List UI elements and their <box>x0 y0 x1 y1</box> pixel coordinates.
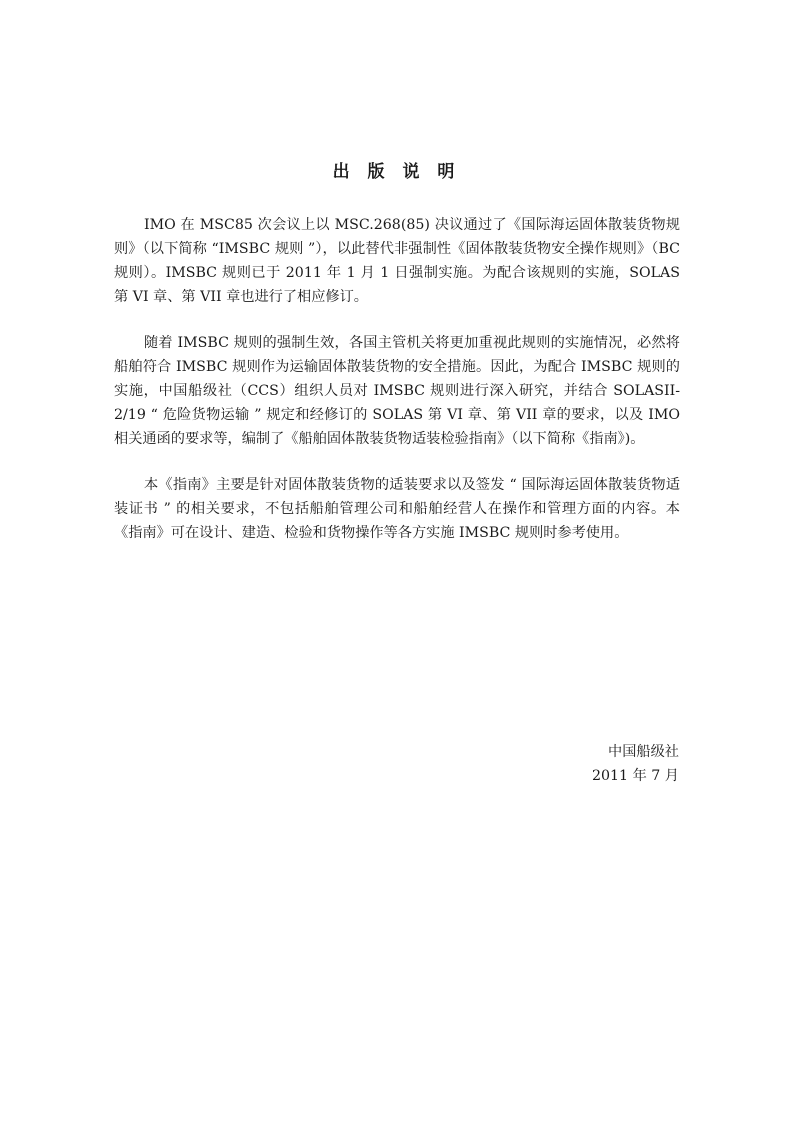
paragraph-1: IMO 在 MSC85 次会议上以 MSC.268(85) 决议通过了《国际海运固体散装货物规则》（以下简称 “IMSBC 规则 ”），以此替代非强制性《固体散装货物安全操作规则》（BC 规则）。IMSBC 规则已于 2011 年 1 月 1 日强制实施。为配合该规则的实施，SOLAS 第 VI 章、第 VII 章也进行了相应修订。 <box>114 217 680 305</box>
paragraph-2: 随着 IMSBC 规则的强制生效，各国主管机关将更加重视此规则的实施情况，必然将船舶符合 IMSBC 规则作为运输固体散装货物的安全措施。因此，为配合 IMSBC 规则的实施，中国船级社（CCS）组织人员对 IMSBC 规则进行深入研究，并结合 SOLASII-2/19 “ 危险货物运输 ” 规定和经修订的 SOLAS 第 VI 章、第 VII 章的要求，以及 IMO 相关通函的要求等，编制了《船舶固体散装货物适装检验指南》（以下简称《指南》)。 <box>114 335 680 447</box>
body-text <box>114 213 680 567</box>
paragraph-3: 本《指南》主要是针对固体散装货物的适装要求以及签发 “ 国际海运固体散装货物适装证书 ” 的相关要求，不包括船舶管理公司和船舶经营人在操作和管理方面的内容。本《指南》可在设计、建造、检验和货物操作等各方实施 IMSBC 规则时参考使用。 <box>114 477 680 541</box>
signature-block <box>592 740 679 788</box>
page-title: 出 版 说 明 <box>332 162 461 182</box>
signature-date: 2011 年 7 月 <box>591 768 679 784</box>
signature-organization: 中国船级社 <box>608 744 679 760</box>
